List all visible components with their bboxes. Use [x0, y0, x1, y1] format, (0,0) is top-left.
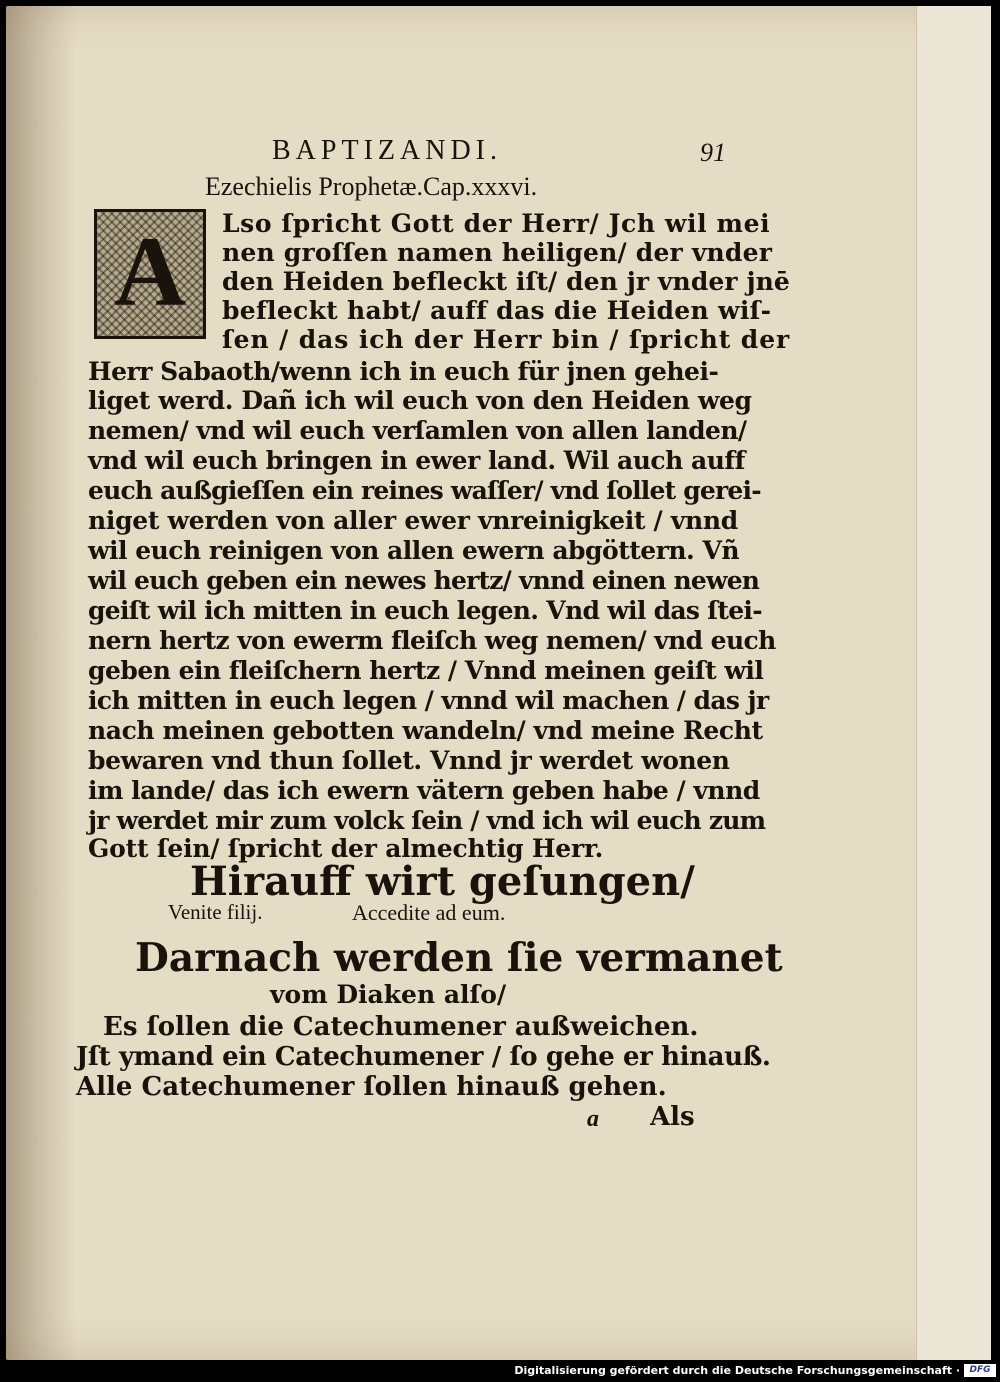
body-line: nach meinen gebotten wandeln/ vnd meine Recht — [88, 716, 763, 745]
deacon-line: Jſt ymand ein Catechumener / ſo gehe er hinauß. — [76, 1042, 771, 1072]
body-line: im lande/ das ich ewern vätern geben habe / vnnd — [88, 776, 760, 805]
page-number: 91 — [700, 138, 726, 167]
instruction-heading: Darnach werden ſie vermanet — [135, 935, 783, 981]
body-line: Herr Sabaoth/wenn ich in euch für jnen gehei- — [88, 357, 719, 386]
body-line: geben ein fleiſchern hertz / Vnnd meinen geiſt wil — [88, 656, 764, 685]
deacon-line: Alle Catechumener ſollen hinauß gehen. — [76, 1072, 667, 1102]
body-line: ſen / das ich der Herr bin / ſpricht der — [222, 325, 791, 354]
body-line: ich mitten in euch legen / vnnd wil machen / das jr — [88, 686, 769, 715]
hymn-heading: Hirauff wirt geſungen/ — [190, 858, 695, 905]
body-line: geiſt wil ich mitten in euch legen. Vnd wil das ſtei- — [88, 596, 762, 625]
running-head: BAPTIZANDI. — [272, 135, 502, 166]
funding-footer — [514, 1362, 1000, 1380]
catchword: Als — [650, 1102, 695, 1132]
body-line: vnd wil euch bringen in ewer land. Wil auch auff — [88, 446, 745, 475]
body-line: wil euch reinigen von allen ewern abgöttern. Vñ — [88, 536, 740, 565]
body-line: euch außgieſſen ein reines waſſer/ vnd ſollet gerei- — [88, 476, 761, 505]
dfg-logo-icon: DFG — [964, 1364, 996, 1377]
chapter-heading: Ezechielis Prophetæ.Cap.xxxvi. — [205, 172, 538, 201]
body-line: nen groſſen namen heiligen/ der vnder — [222, 238, 773, 267]
body-line: liget werd. Dañ ich wil euch von den Heiden weg — [88, 386, 752, 415]
body-line: niget werden von aller ewer vnreinigkeit / vnnd — [88, 506, 738, 535]
body-line: nern hertz von ewerm fleiſch weg nemen/ vnd euch — [88, 626, 776, 655]
initial-letter: A — [113, 216, 187, 327]
body-line: jr werdet mir zum volck ſein / vnd ich wil euch zum — [88, 806, 766, 835]
footer-credit: Digitalisierung gefördert durch die Deutsche Forschungsgemeinschaft · — [514, 1364, 960, 1377]
body-line: Gott ſein/ ſpricht der almechtig Herr. — [88, 834, 604, 863]
body-line: Lso ſpricht Gott der Herr/ Jch wil mei — [222, 209, 771, 238]
body-line: bewaren vnd thun ſollet. Vnnd jr werdet wonen — [88, 746, 730, 775]
body-line: den Heiden befleckt iſt/ den jr vnder jnē — [222, 267, 790, 296]
deacon-line: Es ſollen die Catechumener außweichen. — [103, 1012, 699, 1042]
decorated-initial — [94, 209, 206, 339]
instruction-subheading: vom Diaken alſo/ — [270, 980, 507, 1009]
body-line: nemen/ vnd wil euch verſamlen von allen landen/ — [88, 416, 747, 445]
hymn-title-venite: Venite filij. — [168, 900, 263, 924]
body-line: befleckt habt/ auff das die Heiden wiſ- — [222, 296, 772, 325]
hymn-title-accedite: Accedite ad eum. — [352, 900, 506, 925]
signature-mark: a — [587, 1106, 599, 1132]
body-line: wil euch geben ein newes hertz/ vnnd einen newen — [88, 566, 760, 595]
